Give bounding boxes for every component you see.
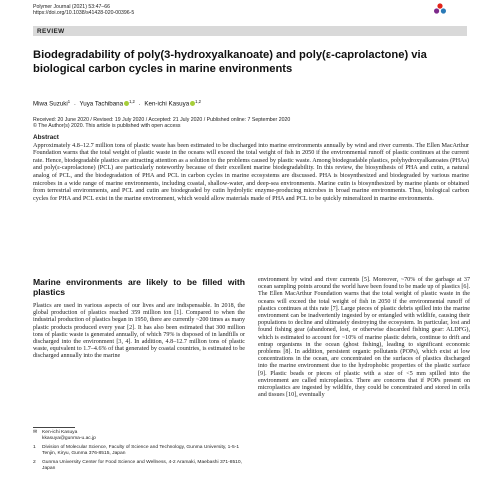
corresponding-author-email[interactable]: kkasuya@gunma-u.ac.jp bbox=[42, 436, 96, 441]
journal-citation: Polymer Journal (2021) 53:47–66 bbox=[33, 4, 110, 10]
affiliation-text: Division of Molecular Science, Faculty of Science and Technology, Gunma University, 1-5-1 Tenjin, Kiryu, Gunma 376-8515, Japan bbox=[42, 445, 240, 456]
section-heading: Marine environments are likely to be filled with plastics bbox=[33, 277, 245, 297]
received-accepted-dates: Received: 20 June 2020 / Revised: 19 July 2020 / Accepted: 21 July 2020 / Published online: 7 September 2020 bbox=[33, 117, 291, 123]
affiliation-number: 1 bbox=[33, 445, 36, 450]
author-separator: · bbox=[138, 100, 141, 108]
author-name[interactable]: Ken-ichi Kasuya bbox=[144, 100, 190, 108]
author-name[interactable]: Yuya Tachibana bbox=[79, 100, 124, 108]
article-title: Biodegradability of poly(3-hydroxyalkanoate) and poly(ε-caprolactone) via biological carbon cycles in marine environments bbox=[33, 49, 427, 75]
body-column-right bbox=[258, 277, 470, 399]
author-name[interactable]: Miwa Suzuki bbox=[33, 100, 68, 108]
publisher-logo-icon bbox=[420, 2, 460, 15]
correspondence-block bbox=[33, 430, 245, 475]
publisher-logo-dot-blue bbox=[441, 8, 446, 13]
publisher-logo-dot-red bbox=[437, 3, 442, 8]
envelope-icon: ✉ bbox=[33, 430, 38, 435]
author-list bbox=[33, 99, 201, 108]
affiliation-number: 2 bbox=[33, 460, 36, 465]
publisher-logo-dot-purple bbox=[434, 8, 439, 13]
author-affiliation-sup: 1,2 bbox=[129, 99, 135, 104]
footnote-divider bbox=[33, 427, 75, 428]
author-affiliation-sup: 1 bbox=[67, 99, 71, 104]
journal-reference bbox=[33, 4, 134, 16]
section-label: REVIEW bbox=[37, 27, 65, 35]
publication-dates bbox=[33, 117, 290, 130]
copyright-notice: © The Author(s) 2020. This article is published with open access bbox=[33, 123, 181, 130]
abstract-text: Approximately 4.8–12.7 million tons of plastic waste has been estimated to be discharged into marine environments annually by wind and river currents. The Ellen MacArthur Foundation warns that the total weight of plastic waste in the oceans will exceed the total weight of fish in 2050 if the environmental runoff of plastic continues at the current rate. Hence, biodegradable plastics are attracting attention as a solution to the problems caused by plastic waste. Among biodegradable plastics, polyhydroxyalkanoates (PHAs) and poly(ε-caprolactone) (PCL) are particularly noteworthy because of their excellent marine biodegradability. In this review, the biosynthesis of PHA and cutin, a natural analog of PCL, and the biodegradation of PHA and PCL in carbon cycles in marine ecosystems are discussed. PHA is biosynthesized and biodegraded by various marine microbes in a wide range of marine environments, including coastal, shallow-water, and deep-sea environments. Marine cutin is biosynthesized by marine plants or obtained from terrestrial environments, and PCL and cutin are biodegraded by cutin hydrolytic enzyme-producing microbes in broad marine environments. Thus, biological carbon cycles for PHA and PCL exist in the marine environment, which would allow materials made of PHA and PCL to be quickly mineralized in marine environments. bbox=[33, 141, 469, 202]
author-affiliation-sup: 1,2 bbox=[195, 99, 201, 104]
corresponding-author-name: Ken-ichi Kasuya bbox=[42, 430, 78, 435]
abstract bbox=[33, 134, 469, 202]
doi-link[interactable]: https://doi.org/10.1038/s41428-020-00396-5 bbox=[33, 10, 135, 16]
abstract-heading: Abstract bbox=[33, 134, 59, 141]
review-banner bbox=[33, 26, 467, 36]
body-paragraph: environment by wind and river currents [5]. Moreover, ~70% of the garbage at 37 ocean sampling points around the world have been found to be made up of plastics [6]. The Ellen MacArthur Foundation warns that the total weight of plastic waste in the oceans will exceed the total weight of fish in 2050 if the environmental runoff of plastics continues at this rate [7]. Large pieces of plastic debris spilled into the marine environment can be inadvertently ingested by or entangled with wildlife, causing their populations to decline and ultimately destroying the ecosystem. In particular, lost and found fishing gear (abandoned, lost, or otherwise discarded fishing gear: ALDFG), which is estimated to account for ~10% of marine plastic debris, continue to drift and entrap organisms in the ocean (ghost fishing), leading to significant economic problems [8]. In addition, persistent organic pollutants (POPs), which exist at low concentrations in the ocean, are concentrated on the surfaces of plastics discharged into the marine environment due to the hydrophobic properties of the plastic surface [9]. Plastic beads or pieces of plastic with a size of <5 mm spilled into the environment are called microplastics. There are concerns that if POPs present on microplastics are ingested by wildlife, they could be concentrated and stored in cells and tissues [10], eventually bbox=[258, 277, 470, 399]
body-column-left bbox=[33, 277, 245, 361]
affiliation-text: Gunma University Center for Food Science and Wellness, 4-2 Aramaki, Maebashi 371-8510, Japan bbox=[42, 460, 242, 471]
affiliation-item bbox=[33, 460, 245, 472]
body-paragraph: Plastics are used in various aspects of our lives and are indispensable. In 2018, the global production of plastics reached 359 million ton [1]. Compared to when the industrial production of plastics began in 1950, there are currently ~200 times as many plastic products produced every year [2]. It has also been estimated that 300 million tons of plastic waste is generated annually, of which 79% is disposed of in landfills or discharged into the environment [3, 4]. In addition, 4.8–12.7 million tons of plastic waste, equivalent to 1.7–4.6% of that generated by coastal countries, is estimated to be discharged annually into the marine bbox=[33, 303, 245, 360]
correspondence-contact bbox=[33, 430, 245, 442]
author-separator: · bbox=[73, 100, 76, 108]
affiliation-item bbox=[33, 445, 245, 457]
